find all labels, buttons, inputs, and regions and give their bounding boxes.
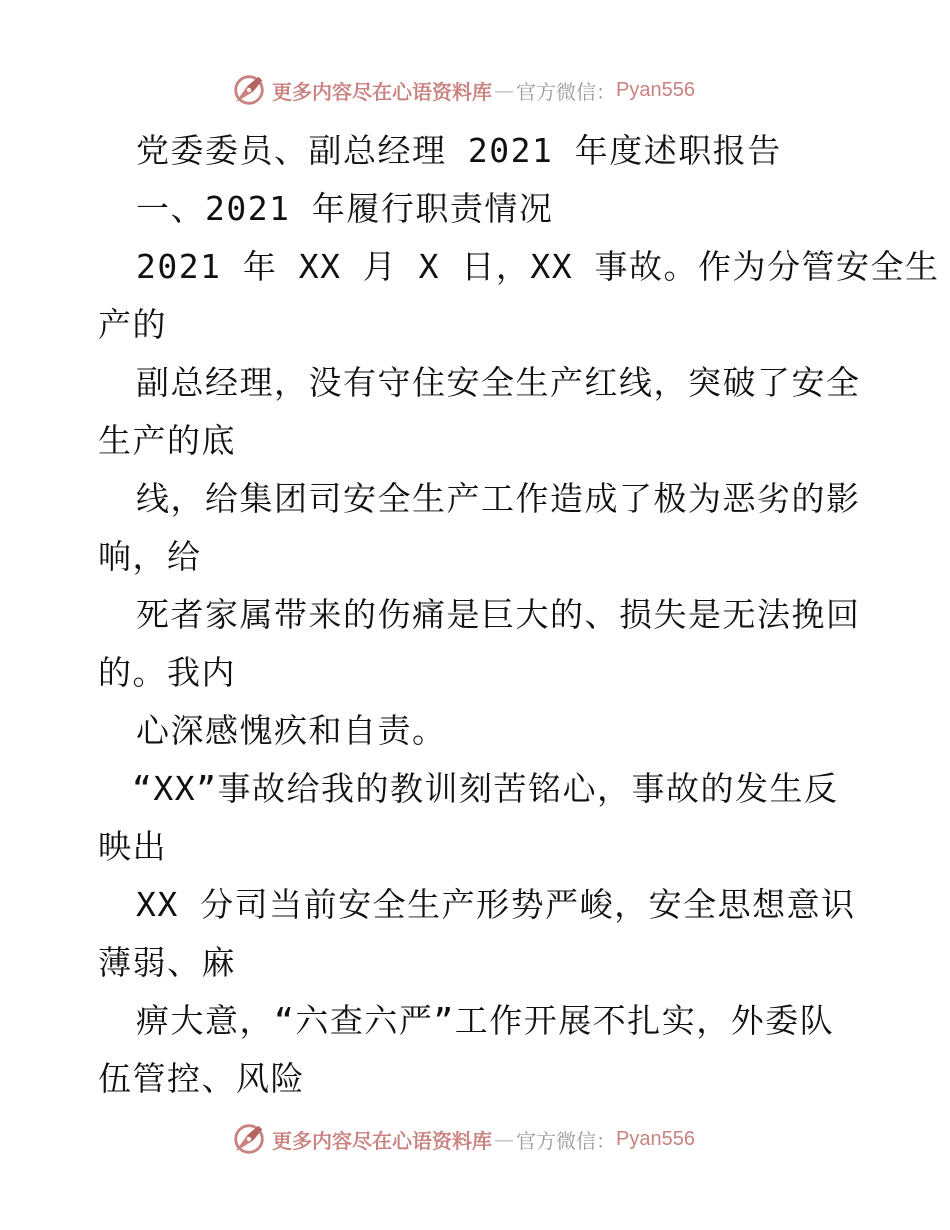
document-body	[98, 122, 940, 1108]
document-line: 死者家属带来的伤痛是巨大的、损失是无法挽回	[136, 595, 861, 634]
pen-nib-circle-icon	[230, 1120, 268, 1158]
brand-text: 更多内容尽在心语资料库	[272, 79, 492, 104]
pen-nib-circle-icon	[230, 71, 268, 109]
wechat-id: Pyan556	[616, 1127, 695, 1150]
document-line: XX 分司当前安全生产形势严峻，安全思想意识	[136, 885, 856, 924]
footer-watermark-banner	[230, 1119, 695, 1159]
wechat-label: 官方微信：	[516, 79, 616, 104]
banner-separator: —	[494, 1127, 514, 1151]
document-line: 生产的底	[98, 421, 236, 460]
document-line: 映出	[98, 827, 167, 866]
document-line: 党委委员、副总经理 2021 年度述职报告	[136, 131, 782, 170]
document-line: 副总经理，没有守住安全生产红线，突破了安全	[136, 363, 861, 402]
document-line: “XX”事故给我的教训刻苦铭心，事故的发生反	[132, 769, 839, 808]
document-line: 痹大意，“六查六严”工作开展不扎实，外委队	[136, 1001, 835, 1040]
document-line: 响，给	[98, 537, 202, 576]
document-line: 的。我内	[98, 653, 236, 692]
document-line: 一、2021 年履行职责情况	[136, 189, 554, 228]
wechat-id: Pyan556	[616, 78, 695, 101]
document-line: 产的	[98, 305, 167, 344]
brand-text: 更多内容尽在心语资料库	[272, 1128, 492, 1153]
document-line: 伍管控、风险	[98, 1059, 305, 1098]
banner-separator: —	[494, 78, 514, 102]
document-line: 心深感愧疚和自责。	[136, 711, 447, 750]
document-line: 薄弱、麻	[98, 943, 236, 982]
document-line: 线，给集团司安全生产工作造成了极为恶劣的影	[136, 479, 861, 518]
wechat-label: 官方微信：	[516, 1128, 616, 1153]
header-watermark-banner	[230, 70, 695, 110]
document-line: 2021 年 XX 月 X 日，XX 事故。作为分管安全生	[136, 247, 940, 286]
